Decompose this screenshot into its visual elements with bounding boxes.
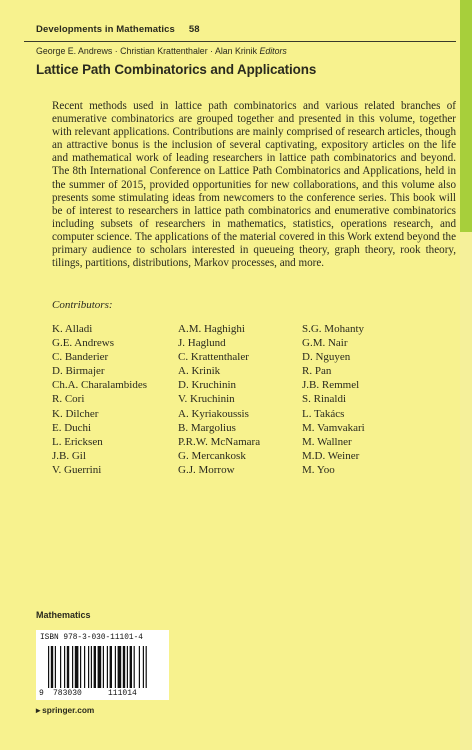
contributor-name: M. Wallner: [302, 435, 352, 448]
editors-role: Editors: [259, 46, 287, 56]
contributor-name: G. Mercankosk: [178, 449, 246, 462]
contributor-name: M. Yoo: [302, 463, 335, 476]
contributor-name: A.M. Haghighi: [178, 323, 245, 335]
contributor-name: C. Banderier: [52, 351, 109, 364]
contributor-name: J.B. Gil: [52, 449, 86, 462]
ean-lead-digit: 9: [39, 689, 44, 698]
series-heading: [36, 24, 200, 35]
series-volume: 58: [188, 24, 200, 35]
contributor-name: M.D. Weiner: [302, 449, 360, 462]
arrow-right-icon: ▸: [36, 705, 41, 715]
contributor-name: B. Margolius: [178, 421, 236, 434]
subject-category: Mathematics: [36, 610, 91, 620]
ean-left-digits: 783030: [53, 689, 82, 698]
publisher-url: springer.com: [42, 705, 95, 715]
contributor-name: V. Kruchinin: [178, 393, 235, 406]
contributors-label: Contributors:: [52, 299, 113, 311]
contributor-name: D. Kruchinin: [178, 379, 237, 392]
contributor-name: G.E. Andrews: [52, 337, 115, 350]
contributors-column-1: [52, 322, 147, 477]
contributor-name: S.G. Mohanty: [302, 323, 365, 335]
contributor-name: J. Haglund: [178, 337, 226, 350]
spine-accent-bar: [460, 0, 472, 232]
contributor-name: E. Duchi: [52, 421, 92, 434]
contributor-name: Ch.A. Charalambides: [52, 379, 148, 392]
header-rule: [24, 41, 456, 42]
contributor-name: C. Krattenthaler: [178, 351, 249, 364]
publisher-link[interactable]: [36, 705, 94, 715]
book-title: Lattice Path Combinatorics and Applications: [36, 62, 317, 77]
contributor-name: L. Ericksen: [52, 435, 103, 448]
contributor-name: R. Pan: [302, 365, 332, 378]
contributor-name: R. Cori: [52, 393, 85, 406]
contributor-name: G.M. Nair: [302, 337, 348, 350]
contributors-column-3: [302, 322, 365, 477]
contributor-name: A. Kyriakoussis: [178, 407, 249, 420]
barcode: [36, 630, 169, 700]
contributor-name: D. Birmajer: [52, 365, 105, 378]
contributor-name: K. Dilcher: [52, 407, 99, 420]
editors-line: [36, 46, 287, 56]
contributors-column-2: [178, 322, 260, 477]
contributor-name: P.R.W. McNamara: [178, 435, 261, 448]
ean-right-digits: 111014: [108, 689, 137, 698]
contributor-name: M. Vamvakari: [302, 421, 365, 434]
contributor-name: V. Guerrini: [52, 463, 102, 476]
contributor-name: A. Krinik: [178, 365, 221, 378]
contributor-name: S. Rinaldi: [302, 393, 347, 406]
contributor-name: L. Takács: [302, 407, 345, 420]
book-description: Recent methods used in lattice path combinatorics and various related branches of enumerative combinatorics are grouped together and presented in this volume, together with relevant applications. Contributions are mainly comprised of research articles, though an attractive bonus is the inclusion of several captivating, expository articles on the life and mathematical work of leading researchers in lattice path combinatorics and beyond. The 8th International Conference on Lattice Path Combinatorics and Applications, held in the summer of 2015, provided opportunities for new collaborations, and this volume also presents some stimulating ideas from newcomers to the conference series. This book will be of interest to researchers in lattice path combinatorics and enumerative combinatorics including subsets of researchers in mathematics, statistics, operations research, and computer science. The applications of the material covered in this Work extend beyond the primary audience to scholars interested in queueing theory, graph theory, rook theory, tilings, partitions, distributions, Markov processes, and more.: [52, 100, 456, 270]
editor-names: George E. Andrews · Christian Krattenthaler · Alan Krinik: [36, 46, 257, 56]
contributor-name: J.B. Remmel: [302, 379, 360, 392]
series-name: Developments in Mathematics: [36, 24, 175, 35]
contributor-name: D. Nguyen: [302, 351, 351, 364]
contributor-name: G.J. Morrow: [178, 463, 235, 476]
contributor-name: K. Alladi: [52, 323, 93, 335]
isbn-text: ISBN 978-3-030-11101-4: [40, 634, 143, 642]
